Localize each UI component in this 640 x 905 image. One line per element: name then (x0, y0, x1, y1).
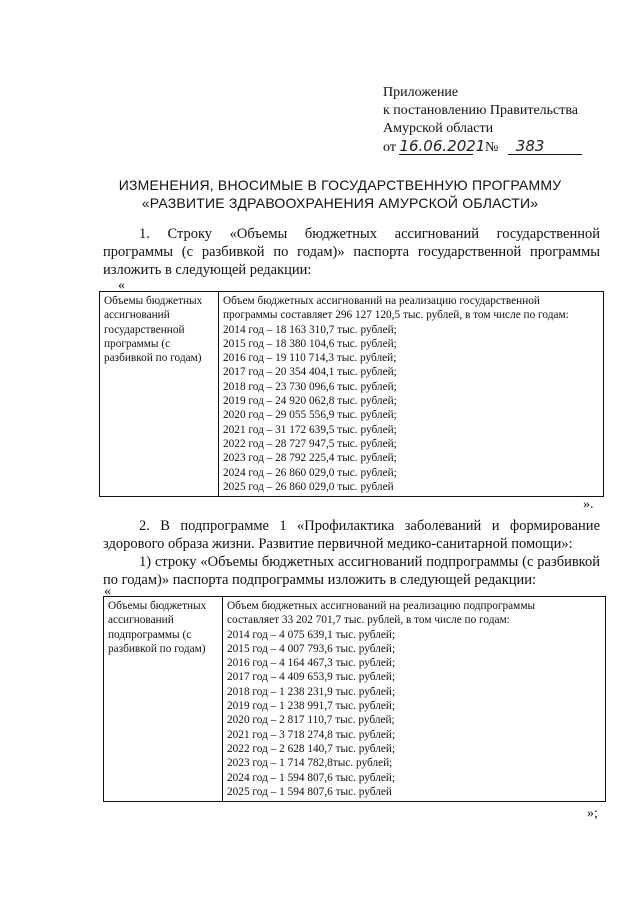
table-line: 2025 год – 1 594 807,6 тыс. рублей (227, 785, 392, 798)
heading-line-1: ИЗМЕНЕНИЯ, ВНОСИМЫЕ В ГОСУДАРСТВЕННУЮ ПРОГРАММУ (118, 177, 562, 193)
appendix-date-line (383, 138, 582, 157)
table-line: 2019 год – 24 920 062,8 тыс. рублей; (223, 395, 397, 408)
table-line: 2021 год – 3 718 274,8 тыс. рублей; (227, 728, 396, 741)
table-line: 2017 год – 20 354 404,1 тыс. рублей; (223, 366, 397, 379)
appendix-title: Приложение (383, 85, 459, 100)
table-line: 2024 год – 1 594 807,6 тыс. рублей; (227, 771, 396, 784)
section-2-item-1 (103, 553, 600, 589)
table-line: составляет 33 202 701,7 тыс. рублей, в том числе по годам: (227, 614, 510, 627)
section-2-text (103, 517, 600, 553)
section-1-text (103, 225, 600, 279)
date-value: 16.06.2021 (399, 137, 486, 155)
table-line: Объем бюджетных ассигнований на реализацию государственной (223, 295, 540, 307)
table-line: 2024 год – 26 860 029,0 тыс. рублей; (223, 466, 397, 479)
section-2-table (103, 596, 606, 802)
section-1-open-quote: « (118, 278, 125, 293)
table-line: 2014 год – 4 075 639,1 тыс. рублей; (227, 628, 396, 641)
appendix-region: Амурской области (383, 121, 494, 136)
section-1-table-label: Объемы бюджетных ассигнований государственной программы (с разбивкой по годам) (100, 292, 219, 497)
section-2-table-label: Объемы бюджетных ассигнований подпрограммы (с разбивкой по годам) (104, 597, 223, 802)
section-2-table-values (223, 597, 606, 802)
table-line: 2023 год – 1 714 782,8тыс. рублей; (227, 757, 393, 770)
heading-line-2: «РАЗВИТИЕ ЗДРАВООХРАНЕНИЯ АМУРСКОЙ ОБЛАСТИ» (141, 195, 539, 211)
number-prefix: № (484, 140, 499, 155)
table-line: 2025 год – 26 860 029,0 тыс. рублей (223, 480, 394, 493)
table-line: 2016 год – 19 110 714,3 тыс. рублей; (223, 352, 397, 365)
appendix-block (383, 84, 582, 157)
appendix-decree: к постановлению Правительства (383, 103, 579, 118)
number-value: 383 (508, 138, 582, 155)
table-line: 2020 год – 29 055 556,9 тыс. рублей; (223, 409, 397, 422)
section-2-close-quote: »; (587, 806, 598, 821)
table-line: программы составляет 296 127 120,5 тыс. рублей, в том числе по годам: (223, 309, 569, 322)
table-line: 2014 год – 18 163 310,7 тыс. рублей; (223, 323, 397, 336)
table-line: Объем бюджетных ассигнований на реализацию подпрограммы (227, 600, 536, 612)
table-row (104, 597, 606, 802)
section-2-item-1-content: 1) строку «Объемы бюджетных ассигнований подпрограммы (с разбивкой по годам)» паспорта подпрограммы изложить в следующей редакции: (103, 554, 600, 588)
section-2-text-content: 2. В подпрограмме 1 «Профилактика заболеваний и формирование здорового образа жизни. Развитие первичной медико-санитарной помощи»: (103, 518, 600, 552)
table-line: 2022 год – 28 727 947,5 тыс. рублей; (223, 437, 397, 450)
section-1-text-content: 1. Строку «Объемы бюджетных ассигнований государственной программы (с разбивкой по годам)» паспорта государственной программы изложить в следующей редакции: (103, 226, 600, 278)
table-line: 2015 год – 4 007 793,6 тыс. рублей; (227, 642, 396, 655)
table-line: 2020 год – 2 817 110,7 тыс. рублей; (227, 714, 395, 727)
section-1-close-quote: ». (583, 497, 594, 512)
section-2-open-quote: « (104, 584, 111, 599)
table-line: 2021 год – 31 172 639,5 тыс. рублей; (223, 423, 397, 436)
table-line: 2017 год – 4 409 653,9 тыс. рублей; (227, 671, 396, 684)
date-prefix: от (383, 140, 396, 155)
document-heading (80, 176, 600, 212)
table-line: 2016 год – 4 164 467,3 тыс. рублей; (227, 657, 396, 670)
section-1-table-values (219, 292, 604, 497)
table-line: 2023 год – 28 792 225,4 тыс. рублей; (223, 452, 397, 465)
table-line: 2022 год – 2 628 140,7 тыс. рублей; (227, 742, 396, 755)
table-line: 2018 год – 1 238 231,9 тыс. рублей; (227, 685, 396, 698)
section-1-table (99, 291, 604, 497)
table-line: 2018 год – 23 730 096,6 тыс. рублей; (223, 380, 397, 393)
table-line: 2015 год – 18 380 104,6 тыс. рублей; (223, 337, 397, 350)
table-row (100, 292, 604, 497)
table-line: 2019 год – 1 238 991,7 тыс. рублей; (227, 700, 396, 713)
